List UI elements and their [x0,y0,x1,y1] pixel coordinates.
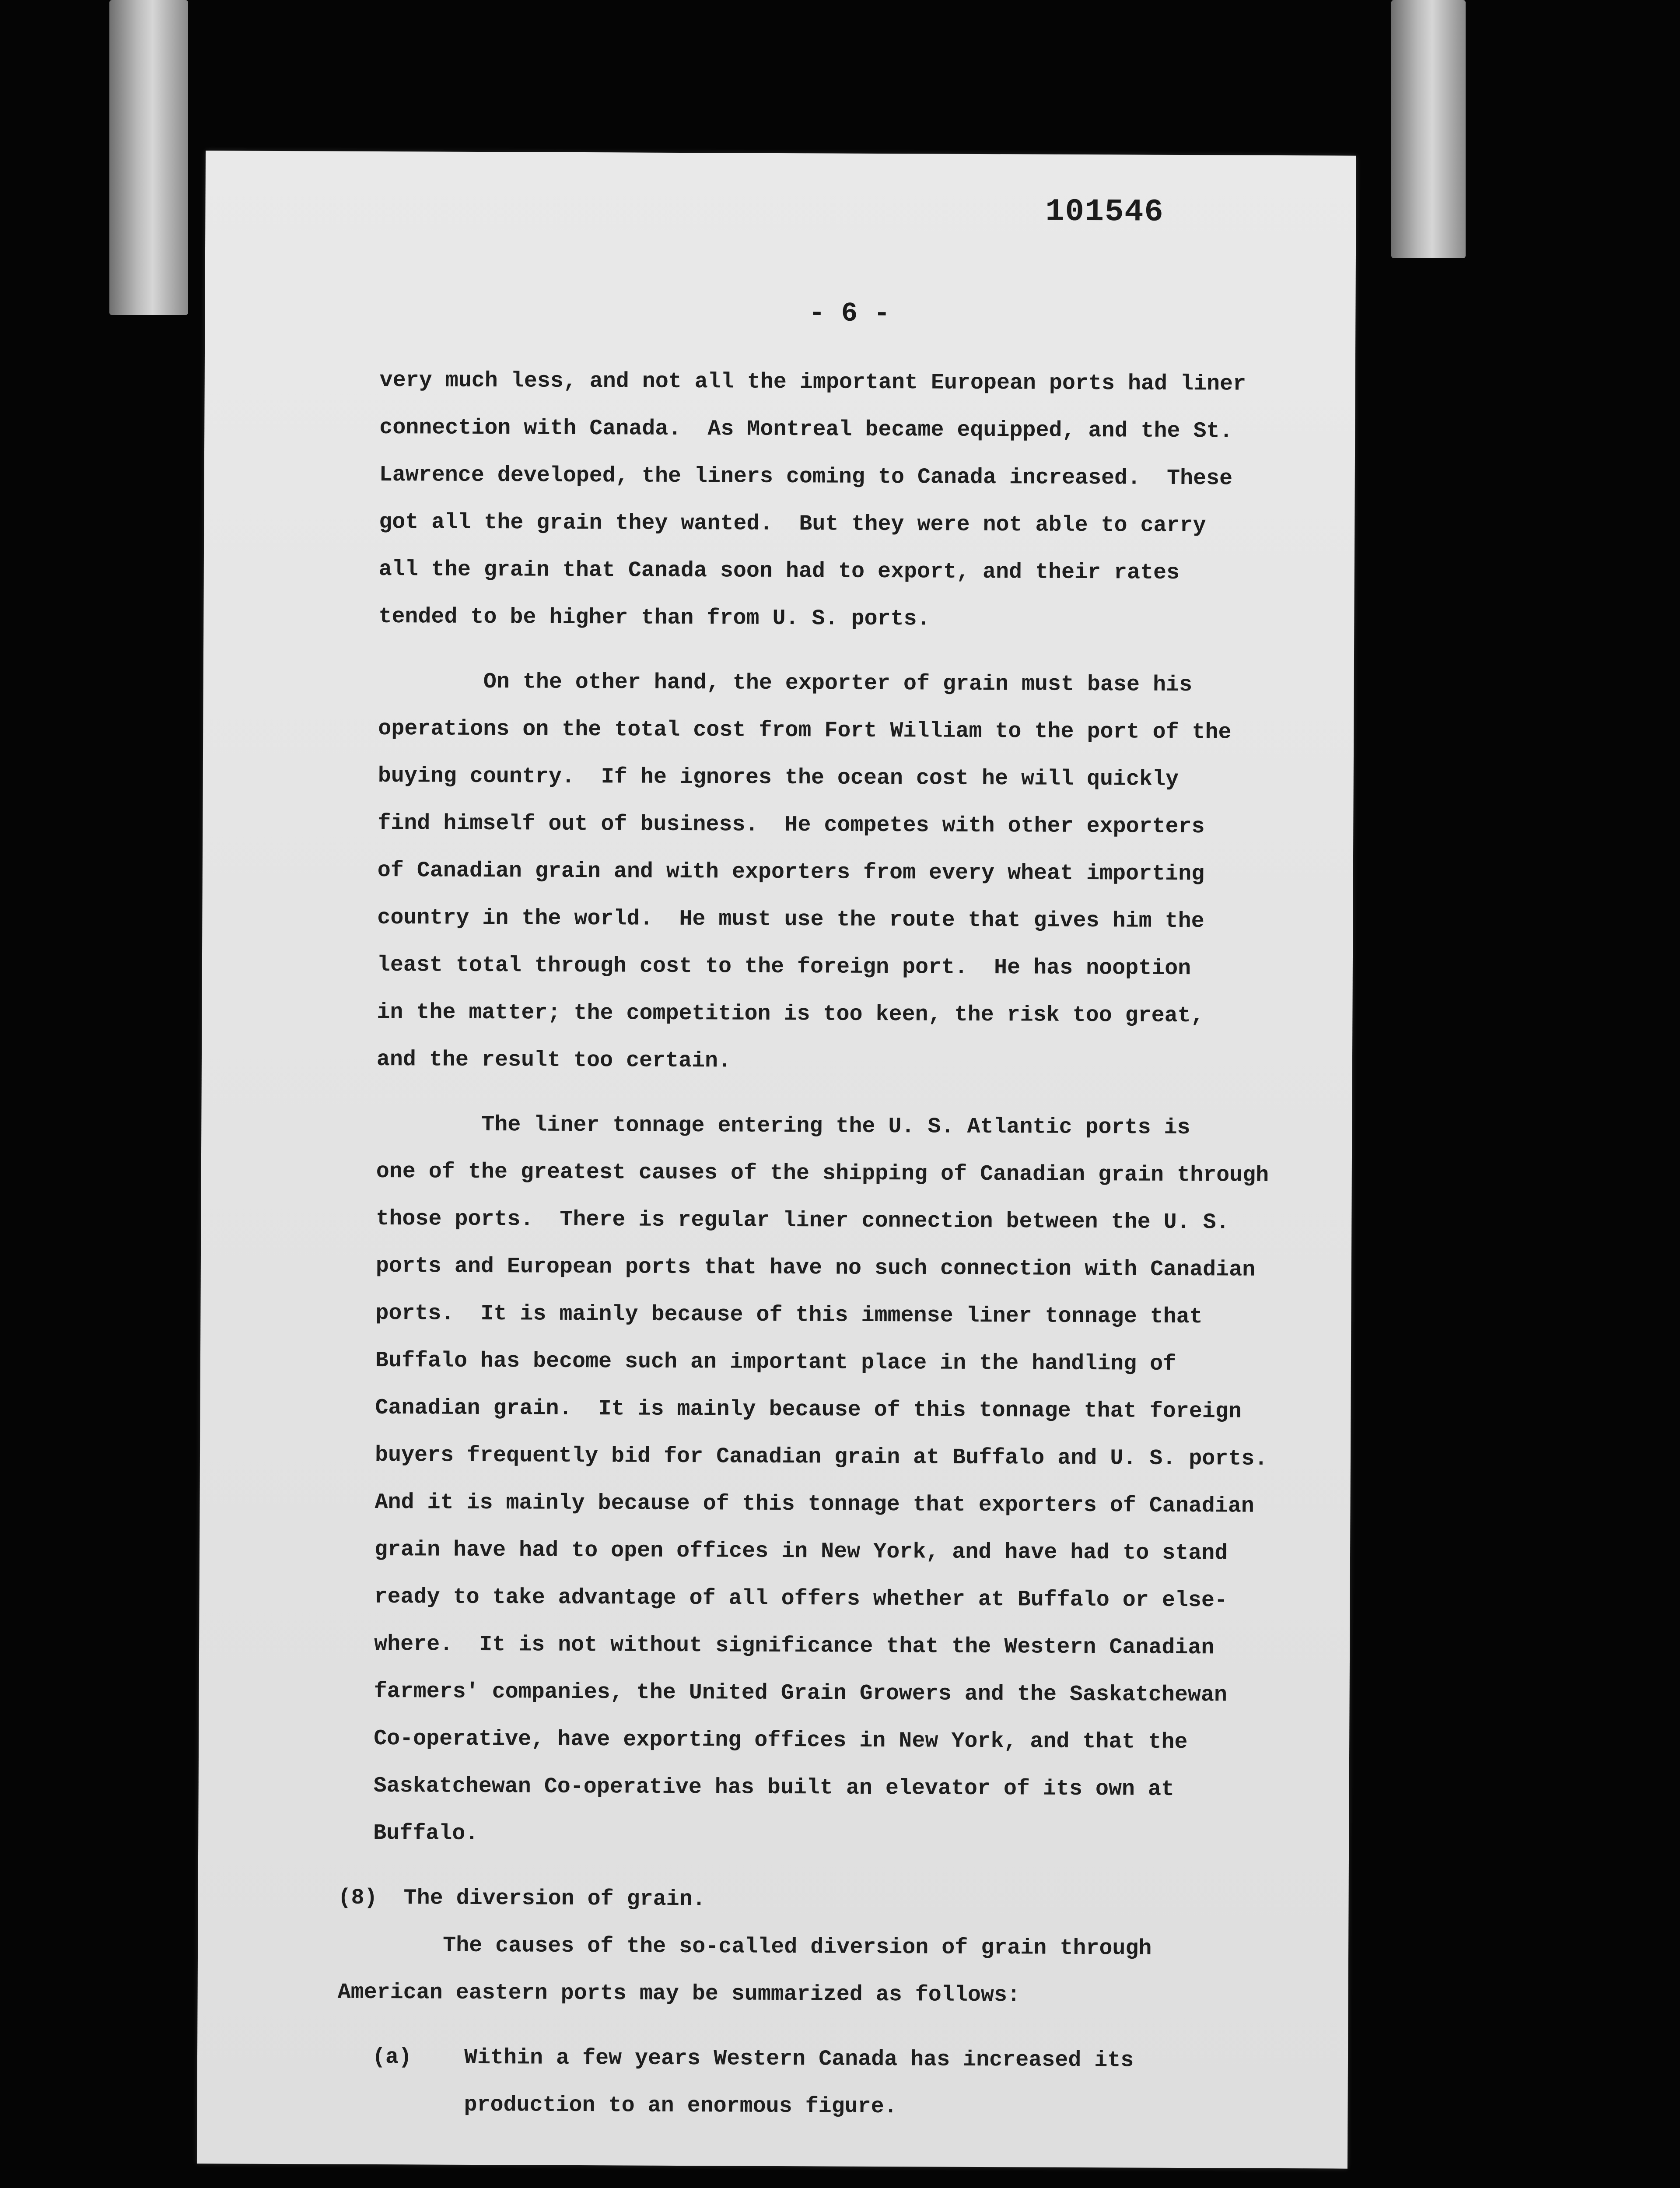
text-line: Canadian grain. It is mainly because of this tonnage that foreign [375,1395,1242,1424]
text-line: grain have had to open offices in New York, and have had to stand [374,1537,1228,1566]
list-item-a [372,2034,1282,2132]
paragraph-2 [377,658,1288,1087]
text-line: ports. It is mainly because of this immense liner tonnage that [375,1301,1203,1330]
text-line: Buffalo. [373,1820,479,1847]
text-line: Co-operative, have exporting offices in New York, and that the [374,1726,1188,1755]
mounting-tape [109,0,188,315]
text-line: American eastern ports may be summarized as follows: [337,1980,1021,2008]
text-line: And it is mainly because of this tonnage that exporters of Canadian [374,1490,1254,1519]
text-line: those ports. There is regular liner connection between the U. S. [376,1206,1229,1235]
text-line: all the grain that Canada soon had to export, and their rates [378,557,1180,586]
text-line: very much less, and not all the important European ports had liner [379,368,1246,397]
text-line: of Canadian grain and with exporters from every wheat importing [377,858,1205,887]
text-line: in the matter; the competition is too keen, the risk too great, [377,999,1204,1029]
text-line: buyers frequently bid for Canadian grain at Buffalo and U. S. ports. [374,1442,1268,1472]
paragraph-3 [373,1101,1287,1861]
text-line: country in the world. He must use the route that gives him the [377,905,1204,934]
text-line: Saskatchewan Co-operative has built an elevator of its own at [373,1773,1175,1802]
text-line: Lawrence developed, the liners coming to Canada increased. These [379,463,1233,491]
text-line: operations on the total cost from Fort William to the port of the [378,716,1232,745]
document-body [337,357,1290,2132]
text-line: find himself out of business. He competes with other exporters [378,810,1205,840]
text-line: buying country. If he ignores the ocean cost he will quickly [378,763,1179,792]
text-line: The liner tonnage entering the U. S. Atlantic ports is [376,1112,1190,1141]
text-line: got all the grain they wanted. But they were not able to carry [379,509,1206,539]
text-line: one of the greatest causes of the shipping of Canadian grain through [376,1159,1269,1188]
document-page [197,151,1356,2168]
paragraph-4 [337,1922,1283,2020]
text-line: where. It is not without significance that the Western Canadian [374,1631,1214,1661]
text-line: ports and European ports that have no such connection with Canadian [375,1253,1256,1283]
text-line: ready to take advantage of all offers whether at Buffalo or else- [374,1584,1228,1613]
text-line: farmers' companies, the United Grain Growers and the Saskatchewan [374,1679,1228,1708]
text-line: connection with Canada. As Montreal became equipped, and the St. [379,415,1233,444]
text-line: least total through cost to the foreign port. He has nooption [377,952,1191,982]
text-line: and the result too certain. [376,1047,732,1074]
section-heading: (8) The diversion of grain. [338,1885,706,1912]
text-line: The causes of the so-called diversion of grain through [337,1932,1152,1961]
page-number: - 6 - [808,298,890,330]
text-line: tended to be higher than from U. S. ports. [378,604,930,632]
mounting-tape [1391,0,1466,258]
document-number: 101546 [1045,193,1164,230]
text-line: On the other hand, the exporter of grain must base his [378,669,1193,698]
paragraph-1 [378,357,1290,645]
text-line: production to an enormous figure. [372,2092,897,2120]
text-line: Buffalo has become such an important place in the handling of [375,1348,1176,1377]
text-line: (a) Within a few years Western Canada has increased its [372,2044,1134,2073]
